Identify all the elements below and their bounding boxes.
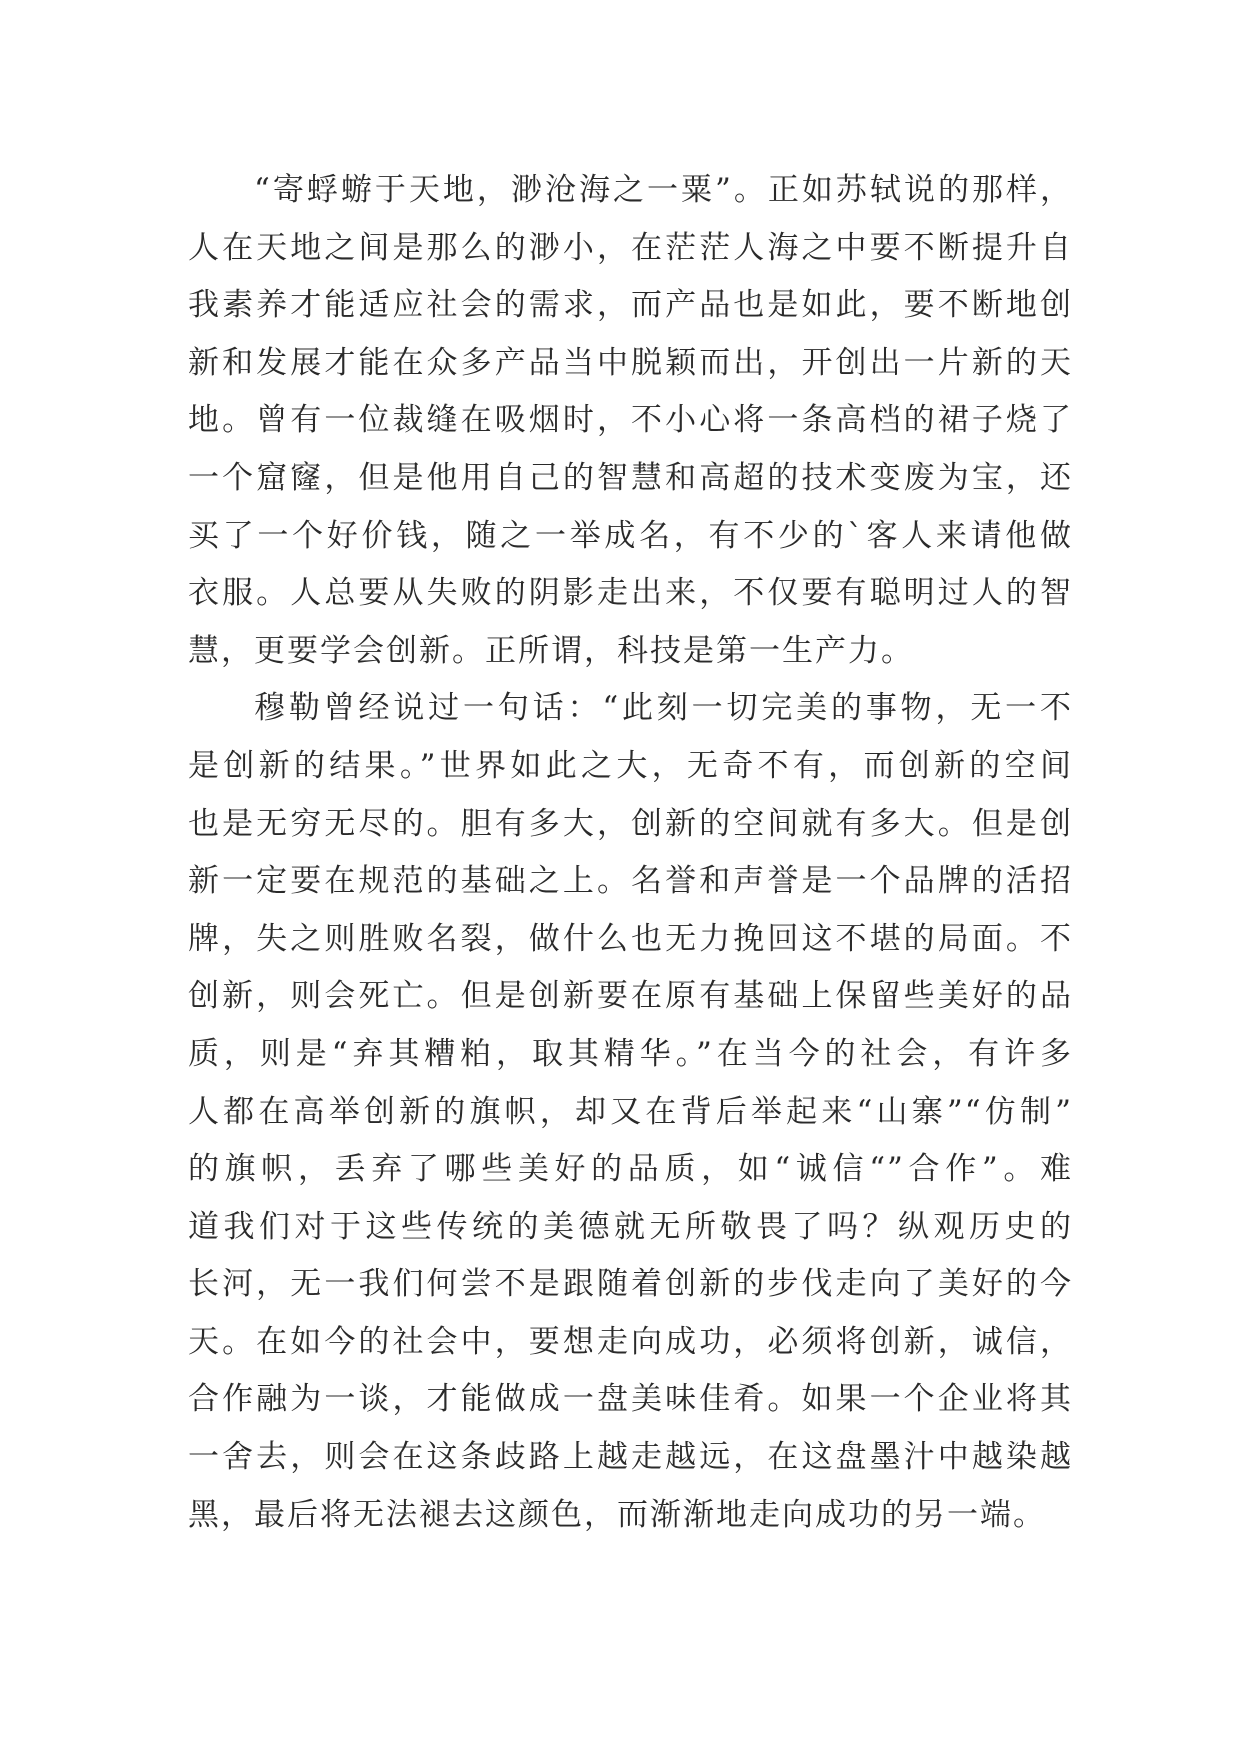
paragraph-2-line-14: 一舍去，则会在这条歧路上越走越远，在这盘墨汁中越染越 <box>188 1439 1073 1476</box>
essay-body <box>188 162 1073 1544</box>
paragraph-2-line-11: 长河，无一我们何尝不是跟随着创新的步伐走向了美好的今 <box>188 1266 1073 1303</box>
paragraph-2-line-5: 牌，失之则胜败名裂，做什么也无力挽回这不堪的局面。不 <box>188 920 1073 957</box>
paragraph-1-line-2: 人在天地之间是那么的渺小，在茫茫人海之中要不断提升自 <box>188 229 1073 266</box>
paragraph-1-line-6: 一个窟窿，但是他用自己的智慧和高超的技术变废为宝，还 <box>188 459 1073 496</box>
paragraph-1-line-4: 新和发展才能在众多产品当中脱颖而出，开创出一片新的天 <box>188 344 1073 381</box>
paragraph-2-line-15: 黑，最后将无法褪去这颜色，而渐渐地走向成功的另一端。 <box>188 1496 1046 1533</box>
paragraph-1-line-3: 我素养才能适应社会的需求，而产品也是如此，要不断地创 <box>188 287 1073 324</box>
paragraph-2-line-12: 天。在如今的社会中，要想走向成功，必须将创新，诚信， <box>188 1323 1073 1360</box>
paragraph-2-line-7: 质，则是“弃其糟粕，取其精华。”在当今的社会，有许多 <box>188 1035 1073 1072</box>
paragraph-2-line-3: 也是无穷无尽的。胆有多大，创新的空间就有多大。但是创 <box>188 805 1073 842</box>
paragraph-2-line-1: 穆勒曾经说过一句话：“此刻一切完美的事物，无一不 <box>254 690 1073 727</box>
paragraph-2-line-6: 创新，则会死亡。但是创新要在原有基础上保留些美好的品 <box>188 978 1073 1015</box>
paragraph-2-line-13: 合作融为一谈，才能做成一盘美味佳肴。如果一个企业将其 <box>188 1381 1073 1418</box>
paragraph-1-line-9: 慧，更要学会创新。正所谓，科技是第一生产力。 <box>188 632 914 669</box>
paragraph-2-line-4: 新一定要在规范的基础之上。名誉和声誉是一个品牌的活招 <box>188 863 1073 900</box>
paragraph-1-line-1: “寄蜉蝣于天地，渺沧海之一粟”。正如苏轼说的那样， <box>254 172 1073 208</box>
paragraph-1-line-7: 买了一个好价钱，随之一举成名，有不少的`客人来请他做 <box>188 517 1073 554</box>
paragraph-2-line-8: 人都在高举创新的旗帜，却又在背后举起来“山寨”“仿制” <box>188 1093 1073 1130</box>
paragraph-1-line-5: 地。曾有一位裁缝在吸烟时，不小心将一条高档的裙子烧了 <box>188 402 1073 439</box>
paragraph-2-line-10: 道我们对于这些传统的美德就无所敬畏了吗？纵观历史的 <box>188 1208 1073 1245</box>
paragraph-2-line-2: 是创新的结果。”世界如此之大，无奇不有，而创新的空间 <box>188 747 1073 784</box>
paragraph-2-line-9: 的旗帜，丢弃了哪些美好的品质，如“诚信“”合作”。难 <box>188 1151 1073 1188</box>
paragraph-1-line-8: 衣服。人总要从失败的阴影走出来，不仅要有聪明过人的智 <box>188 575 1073 612</box>
